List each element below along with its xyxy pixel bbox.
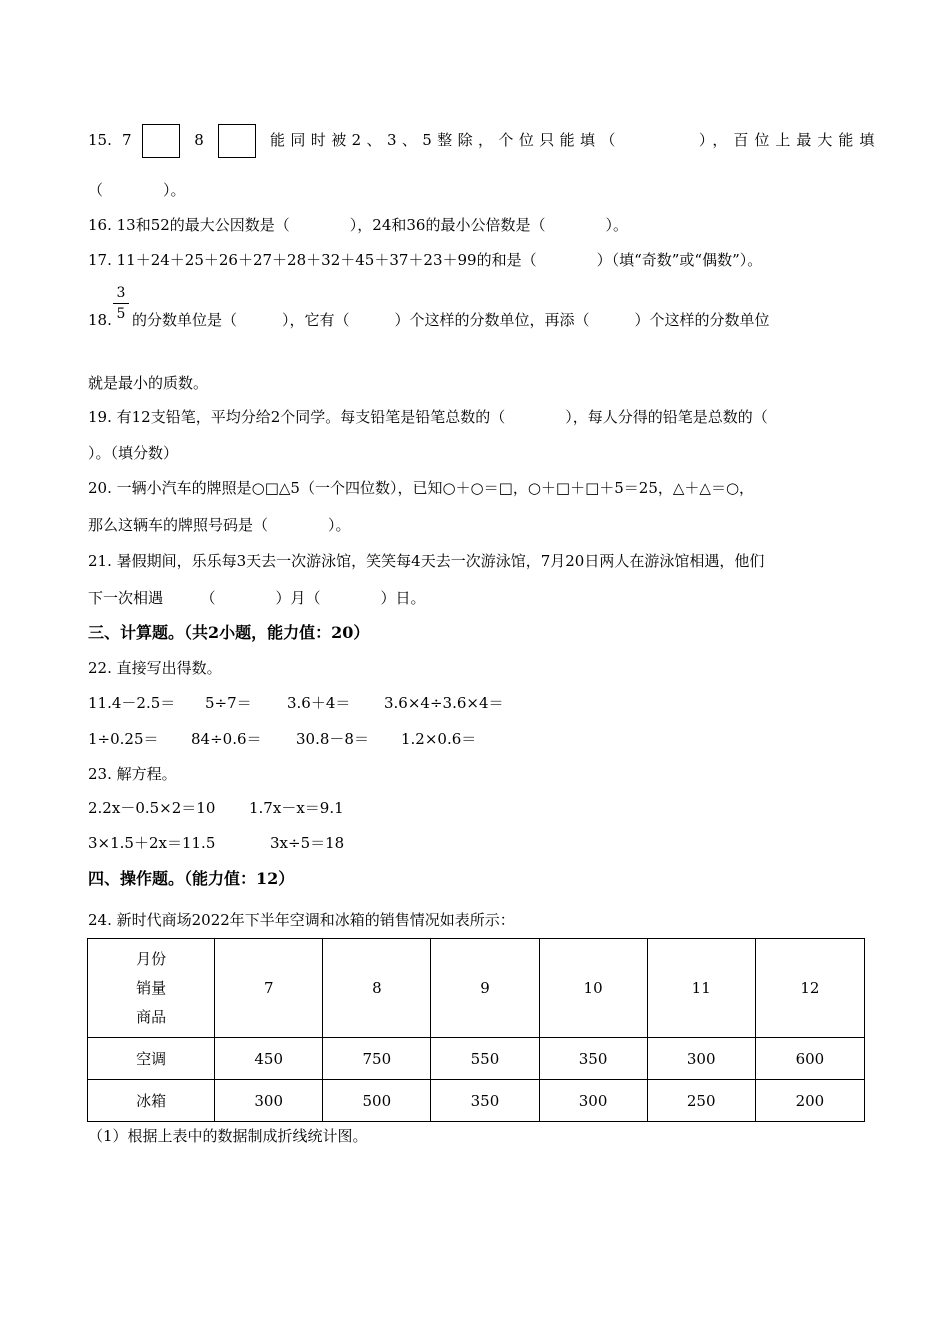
question-21: 21. 暑假期间，乐乐每3天去一次游泳馆，笑笑每4天去一次游泳馆，7月20日两人在游泳馆相遇，他们 <box>88 552 765 570</box>
fraction-bar <box>113 303 129 304</box>
question-15-continued: （ ）。 <box>88 181 186 199</box>
table-cell: 350 <box>431 1080 539 1122</box>
question-20: 20. 一辆小汽车的牌照是○□△5（一个四位数），已知○＋○＝□，○＋□＋□＋5＝25，△＋△＝○， <box>88 479 755 497</box>
header-label-month: 月份 <box>136 949 167 968</box>
table-cell: 200 <box>755 1080 864 1122</box>
calc-item: 11.4－2.5＝ <box>88 694 176 712</box>
table-corner-header <box>88 939 215 1038</box>
question-15 <box>88 121 880 159</box>
table-cell: 450 <box>215 1038 323 1080</box>
q22-row-1 <box>88 693 504 713</box>
q15-text: 能同时被2、3、5整除，个位只能填（ <box>270 131 621 149</box>
question-19-continued: ）。（填分数） <box>88 444 179 462</box>
table-row <box>88 1038 865 1080</box>
table-cell: 350 <box>539 1038 647 1080</box>
table-cell: 250 <box>647 1080 755 1122</box>
q15-text-mid: ），百位上最大能填 <box>698 131 881 149</box>
question-19: 19. 有12支铅笔，平均分给2个同学。每支铅笔是铅笔总数的（ ），每人分得的铅笔是总数的（ <box>88 408 768 426</box>
q18-number: 18. <box>88 311 112 329</box>
table-cell: 300 <box>539 1080 647 1122</box>
question-20-continued: 那么这辆车的牌照号码是（ ）。 <box>88 516 351 534</box>
q24-subquestion-1: （1）根据上表中的数据制成折线统计图。 <box>88 1127 368 1145</box>
q15-number: 15. <box>88 131 112 149</box>
q15-digit-1: 7 <box>122 131 132 149</box>
question-23: 23. 解方程。 <box>88 765 177 783</box>
q23-row-2 <box>88 833 344 853</box>
question-21-continued: 下一次相遇 （ ）月（ ）日。 <box>88 589 426 607</box>
section-4-heading: 四、操作题。（能力值：12） <box>88 869 295 888</box>
table-header-row <box>88 939 865 1038</box>
month-header: 12 <box>755 939 864 1038</box>
header-label-product: 商品 <box>136 1007 167 1026</box>
equation-item: 2.2x－0.5×2＝10 <box>88 799 216 817</box>
table-cell: 300 <box>647 1038 755 1080</box>
calc-item: 30.8－8＝ <box>296 730 369 748</box>
q22-row-2 <box>88 729 476 749</box>
answer-box-2[interactable] <box>218 124 256 158</box>
equation-item: 1.7x－x＝9.1 <box>249 799 344 817</box>
sales-table <box>87 938 865 1122</box>
calc-item: 3.6×4÷3.6×4＝ <box>384 694 504 712</box>
calc-item: 1.2×0.6＝ <box>401 730 477 748</box>
table-row <box>88 1080 865 1122</box>
table-cell: 500 <box>323 1080 431 1122</box>
month-header: 11 <box>647 939 755 1038</box>
calc-item: 3.6＋4＝ <box>287 694 351 712</box>
equation-item: 3×1.5＋2x＝11.5 <box>88 834 216 852</box>
product-name: 冰箱 <box>88 1080 215 1122</box>
question-22: 22. 直接写出得数。 <box>88 659 222 677</box>
calc-item: 5÷7＝ <box>205 694 252 712</box>
table-cell: 600 <box>755 1038 864 1080</box>
question-18 <box>88 310 770 330</box>
calc-item: 1÷0.25＝ <box>88 730 159 748</box>
fraction-numerator: 3 <box>116 285 126 301</box>
table-cell: 300 <box>215 1080 323 1122</box>
month-header: 10 <box>539 939 647 1038</box>
table-cell: 750 <box>323 1038 431 1080</box>
product-name: 空调 <box>88 1038 215 1080</box>
question-16: 16. 13和52的最大公因数是（ ），24和36的最小公倍数是（ ）。 <box>88 216 628 234</box>
month-header: 7 <box>215 939 323 1038</box>
question-17: 17. 11＋24＋25＋26＋27＋28＋32＋45＋37＋23＋99的和是（ ）（填“奇数”或“偶数”）。 <box>88 251 763 269</box>
q23-row-1 <box>88 798 344 818</box>
q15-digit-2: 8 <box>194 131 204 149</box>
calc-item: 84÷0.6＝ <box>191 730 262 748</box>
equation-item: 3x÷5＝18 <box>270 834 345 852</box>
month-header: 8 <box>323 939 431 1038</box>
fraction-denominator: 5 <box>116 306 126 322</box>
table-cell: 550 <box>431 1038 539 1080</box>
question-24: 24. 新时代商场2022年下半年空调和冰箱的销售情况如表所示： <box>88 911 515 929</box>
section-3-heading: 三、计算题。（共2小题，能力值：20） <box>88 623 370 642</box>
month-header: 9 <box>431 939 539 1038</box>
question-18-continued: 就是最小的质数。 <box>88 374 209 392</box>
header-label-sales: 销量 <box>136 978 167 997</box>
answer-box-1[interactable] <box>142 124 180 158</box>
q18-text: 的分数单位是（ ），它有（ ）个这样的分数单位，再添（ ）个这样的分数单位 <box>132 311 770 329</box>
